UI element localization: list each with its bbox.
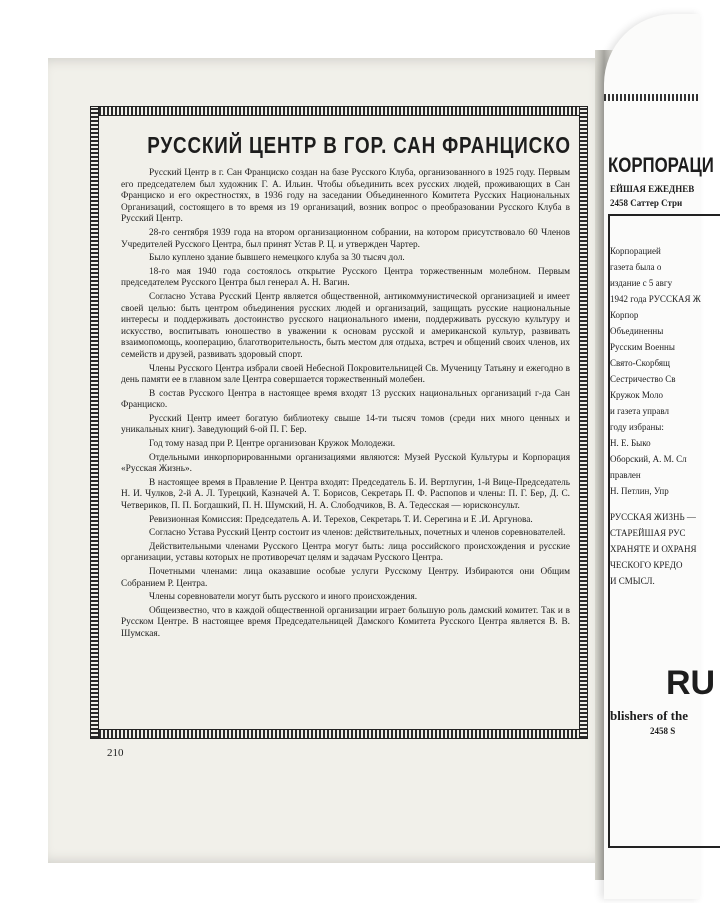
article-body: [121, 168, 570, 643]
right-line: Кружок Моло: [610, 390, 664, 400]
paragraph: Было куплено здание бывшего немецкого клуба за 30 тысяч дол.: [149, 253, 405, 264]
paragraph: Согласно Устава Русский Центр состоит из членов: действительных, почетных и членов соревнователей.: [149, 528, 566, 539]
paragraph: Русский Центр имеет богатую библиотеку свыше 14-ти тысяч томов (среди них много ценных и уникальных книг). Заведующий 6-ой П. Г. Бер.: [121, 413, 570, 436]
right-page: [604, 14, 716, 899]
paragraph: 18-го мая 1940 года состоялось открытие Русского Центра торжественным молебном. Первым председателем Русского Центра был генерал А. Н. Вагин.: [121, 266, 570, 289]
right-line: издание с 5 авгу: [610, 278, 673, 288]
right-line: Объединенны: [610, 326, 664, 336]
paragraph: Отдельными инкорпорированными организациями являются: Музей Русской Культуры и Корпорация «Русская Жизнь».: [121, 452, 570, 475]
paragraph: Согласно Устава Русский Центр является общественной, антикоммунистической организацией и имеет своей целью: быть центром объединения русских людей и организаций, защищать русские национальные интересы и поддерживать достоинство русского национального имени, поддерживать русскую культуру и искусство, воспитывать юношество в уважении к основам русской и американской культур, развивать взаимопомощь, кооперацию, благотворительность, быть местом для отдыха, встреч и общений своих членов, их семейств и друзей, развивать здоровый спорт.: [121, 291, 570, 360]
paragraph: Год тому назад при Р. Центре организован Кружок Молодежи.: [149, 439, 396, 450]
page-number: 210: [107, 747, 124, 759]
right-line: РУССКАЯ ЖИЗНЬ —: [610, 512, 696, 522]
right-line: СТАРЕЙШАЯ РУС: [610, 528, 686, 538]
right-line: blishers of the: [610, 708, 688, 723]
paragraph: Ревизионная Комиссия: Председатель А. И. Терехов, Секретарь Т. И. Серегина и Е .И. Аргунова.: [149, 514, 533, 525]
right-line: правлен: [610, 470, 641, 480]
paragraph: Члены Русского Центра избрали своей Небесной Покровительницей Св. Мученицу Татьяну и ежегодно в день памяти ее в главном зале Центра совершается торжественный молебен.: [121, 363, 570, 386]
paragraph: Общеизвестно, что в каждой общественной организации играет большую роль дамский комитет. Так и в Русском Центре. В настоящее время Председательницей Дамского Комитета Русского Центра является В. В. Шумская.: [121, 605, 570, 639]
frame-border-left: [90, 106, 99, 739]
right-line: Оборский, А. М. Сл: [610, 454, 687, 464]
right-line: И СМЫСЛ.: [610, 576, 655, 586]
right-logo-text: RU: [666, 664, 716, 702]
right-line: 2458 S: [650, 726, 676, 736]
right-line: 2458 Саттер Стри: [610, 198, 683, 208]
right-line: Н. Петлин, Упр: [610, 486, 669, 496]
right-page-title: КОРПОРАЦИ: [608, 154, 714, 177]
paragraph: 28-го сентября 1939 года на втором организационном собрании, на котором присутствовало 60 Членов Учредителей Русского Центра, был принят Устав Р. Ц. и утвержден Чартер.: [121, 227, 570, 250]
right-line: Русским Военны: [610, 342, 675, 352]
right-line: Свято-Скорбящ: [610, 358, 670, 368]
paragraph: В состав Русского Центра в настоящее время входят 13 русских национальных организаций г-да Сан Франциско.: [121, 388, 570, 411]
page-title: РУССКИЙ ЦЕНТР В ГОР. САН ФРАНЦИСКО: [147, 132, 571, 158]
frame-border-bottom: [90, 729, 588, 739]
right-line: и газета управл: [610, 406, 670, 416]
right-line: 1942 года РУССКАЯ Ж: [610, 294, 701, 304]
paragraph: Действительными членами Русского Центра могут быть: лица российского происхождения и русские организации, уставы которых не противоречат целям и задачам Русского Центра.: [121, 541, 570, 564]
right-line: газета была о: [610, 262, 662, 272]
frame-border-top: [90, 106, 588, 116]
paragraph: В настоящее время в Правление Р. Центра входят: Председатель Б. И. Вертлугин, 1-й Вице-Председатель Н. И. Чулков, 2-й А. Л. Турецкий, Казначей А. Т. Борисов, Секретарь П. Ф. Распопов и члены: П. Г. Бер, Д. С. Четвериков, П. П. Богдашкий, П. Н. Шумский, Н. А. Слободчиков, В. А. Тедесская — юрисконсульт.: [121, 477, 570, 512]
right-line: Корпорацией: [610, 246, 661, 256]
right-line: Корпор: [610, 310, 639, 320]
frame-border-right: [579, 106, 588, 739]
right-frame-border-top: [604, 94, 700, 101]
right-line: ЧЕСКОГО КРЕДО: [610, 560, 683, 570]
right-line: Н. Е. Быко: [610, 438, 651, 448]
paragraph: Члены соревнователи могут быть русского и иного происхождения.: [149, 592, 418, 603]
paragraph: Русский Центр в г. Сан Франциско создан на базе Русского Клуба, организованного в 1925 году. Первым его председателем был художник Г. А. Ильин. Чтобы объединить всех русских людей, проживающих в Сан Франциско и его окрестностях, в 1936 году на заседании Объединенного Комитета Русских Национальных Организаций, состоящего в то время из 19 организаций, возник вопрос о преобразовании Русского Клуба в Русский Центр.: [121, 168, 570, 225]
right-line: ХРАНЯТЕ И ОХРАНЯ: [610, 544, 697, 554]
right-line: году избраны:: [610, 422, 664, 432]
right-line: ЕЙШАЯ ЕЖЕДНЕВ: [610, 184, 695, 194]
paragraph: Почетными членами: лица оказавшие особые услуги Русскому Центру. Избираются они Общим Собранием Р. Центра.: [121, 567, 570, 589]
right-line: Сестричество Св: [610, 374, 676, 384]
